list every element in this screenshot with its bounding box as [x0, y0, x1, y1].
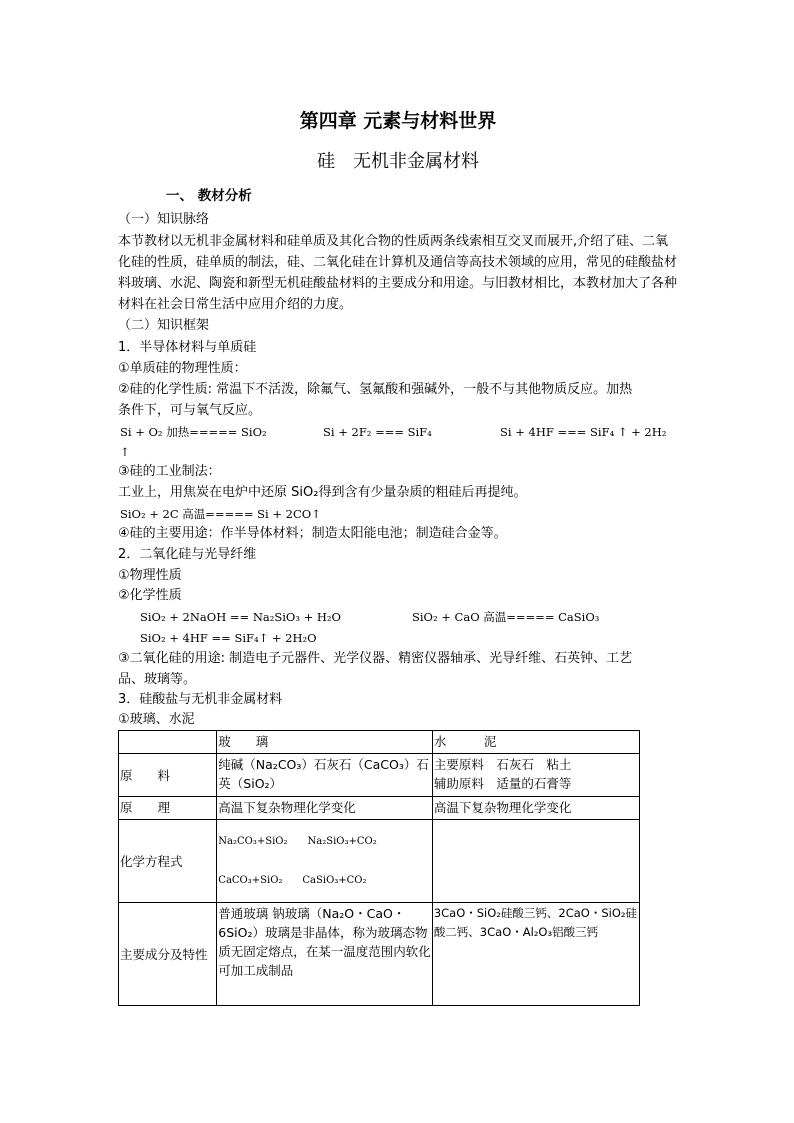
glass-cement-table [118, 730, 640, 1006]
section3-heading: 3．硅酸盐与无机非金属材料 [118, 692, 283, 707]
table-row [119, 820, 640, 903]
table-row [119, 903, 640, 1006]
row-principle-glass: 高温下复杂物理化学变化 [217, 797, 433, 820]
part1-heading: 一、 教材分析 [166, 188, 252, 204]
table-header-glass: 玻 璃 [217, 731, 433, 754]
equation-sio2-naoh: SiO₂ + 2NaOH == Na₂SiO₃ + H₂O [140, 610, 341, 624]
section1-item2-line2: 条件下，可与氧气反应。 [118, 403, 262, 418]
chapter-title: 第四章 元素与材料世界 [299, 110, 497, 132]
equation-si-hf: Si + 4HF === SiF₄ ↑ + 2H₂ [500, 425, 667, 439]
equation-si-f2: Si + 2F₂ === SiF₄ [323, 425, 432, 439]
section2-item3-line2: 品、玻璃等。 [118, 672, 197, 687]
section1-item3: ③硅的工业制法： [118, 464, 221, 479]
knowledge-frame-heading: （二）知识框架 [118, 318, 210, 333]
equation-wrap-arrow: ↑ [120, 445, 130, 459]
row-raw-glass: 纯碱（Na₂CO₃）石灰石（CaCO₃）石英（SiO₂） [217, 754, 433, 797]
knowledge-context-text: 本节教材以无机非金属材料和硅单质及其化合物的性质两条线索相互交叉而展开,介绍了硅、二氧化硅的性质，硅单质的制法，硅、二氧化硅在计算机及通信等高技术领域的应用，常见的硅酸盐材料玻璃、水泥、陶瓷和新型无机硅酸盐材料的主要成分和用途。与旧教材相比，本教材加大了各种材料在社会日常生活中应用介绍的力度。 [118, 234, 678, 312]
row-raw-label: 原 料 [119, 754, 217, 797]
row-equation-label: 化学方程式 [119, 820, 217, 903]
equation-si-o2: Si + O₂ 加热===== SiO₂ [120, 425, 267, 439]
row-equation-glass-line1: Na₂CO₃+SiO₂ Na₂SiO₃+CO₂ [218, 836, 377, 847]
table-cell-empty [119, 731, 217, 754]
row-raw-cement-line1: 主要原料 石灰石 粘土 [433, 757, 572, 772]
section2-heading: 2．二氧化硅与光导纤维 [118, 547, 257, 562]
section1-item4: ④硅的主要用途：作半导体材料；制造太阳能电池；制造硅合金等。 [118, 526, 507, 541]
equation-sio2-hf: SiO₂ + 4HF == SiF₄↑ + 2H₂O [140, 631, 317, 645]
row-principle-label: 原 理 [119, 797, 217, 820]
table-row [119, 754, 640, 797]
row-main-label: 主要成分及特性 [119, 903, 217, 1006]
row-principle-cement: 高温下复杂物理化学变化 [432, 797, 639, 820]
row-main-glass: 普通玻璃 钠玻璃（Na₂O・CaO・6SiO₂）玻璃是非晶体，称为玻璃态物质无固定熔点，在某一温度范围内软化可加工成制品 [217, 903, 433, 1006]
section2-item3-line1: ③二氧化硅的用途: 制造电子元器件、光学仪器、精密仪器轴承、光导纤维、石英钟、工艺 [118, 651, 633, 666]
row-equation-glass [217, 820, 433, 903]
section1-item2-line1: ②硅的化学性质: 常温下不活泼，除氟气、氢氟酸和强碱外，一般不与其他物质反应。加热 [118, 382, 633, 397]
section-title: 硅 无机非金属材料 [317, 151, 479, 172]
section2-item1: ①物理性质 [118, 568, 182, 583]
row-equation-cement [432, 820, 639, 903]
table-row [119, 797, 640, 820]
table-row [119, 731, 640, 754]
equation-sio2-c: SiO₂ + 2C 高温===== Si + 2CO↑ [120, 507, 321, 521]
section1-item3-text: 工业上，用焦炭在电炉中还原 SiO₂得到含有少量杂质的粗硅后再提纯。 [118, 485, 527, 500]
row-raw-cement-line2: 辅助原料 适量的石膏等 [433, 776, 572, 791]
row-main-cement: 3CaO・SiO₂硅酸三钙、2CaO・SiO₂硅酸二钙、3CaO・Al₂O₃铝酸三钙 [432, 903, 639, 1006]
section1-item1: ①单质硅的物理性质： [118, 361, 247, 376]
knowledge-context-heading: （一）知识脉络 [118, 212, 210, 227]
row-raw-cement [432, 754, 639, 797]
equation-sio2-cao: SiO₂ + CaO 高温===== CaSiO₃ [412, 610, 600, 624]
section1-heading: 1．半导体材料与单质硅 [118, 340, 257, 355]
table-header-cement: 水 泥 [432, 731, 639, 754]
row-equation-glass-line2: CaCO₃+SiO₂ CaSiO₃+CO₂ [218, 875, 367, 886]
section3-item1: ①玻璃、水泥 [118, 712, 195, 727]
section2-item2: ②化学性质 [118, 588, 182, 603]
